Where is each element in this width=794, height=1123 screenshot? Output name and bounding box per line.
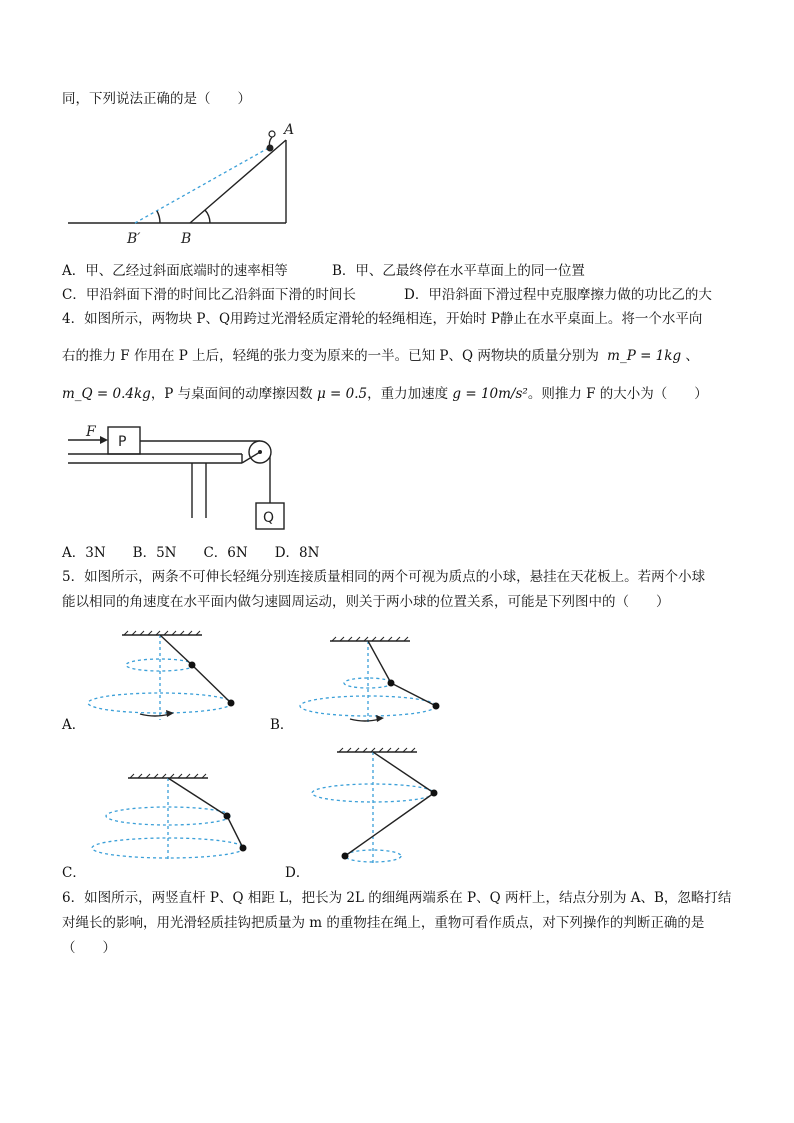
q3-option-b: B．甲、乙最终停在水平草面上的同一位置: [332, 263, 585, 279]
ball1-d: [431, 790, 438, 797]
q5-line2: 能以相同的角速度在水平面内做匀速圆周运动，则关于两小球的位置关系，可能是下列图中的（ ）: [62, 594, 670, 610]
orbit-upper-d: [312, 784, 434, 802]
label-Q: Q: [263, 510, 275, 526]
ball2-d: [342, 853, 349, 860]
label-B: B: [181, 231, 192, 247]
q4-line3-text-b: ，重力加速度: [367, 386, 449, 402]
ball1-c: [224, 813, 231, 820]
q5-figure-b: [300, 637, 440, 722]
label-A: A: [284, 122, 295, 138]
q5-label-c: C．: [62, 865, 86, 881]
rope1-c: [168, 778, 227, 816]
ball1-a: [189, 662, 196, 669]
q6-line1: 6．如图所示，两竖直杆 P、Q 相距 L，把长为 2L 的细绳两端系在 P、Q 两杆上，结点分别为 A、B，忽略打结: [62, 890, 732, 906]
q5-label-a: A．: [62, 717, 86, 733]
q4-line2-text: 右的推力 F 作用在 P 上后，轻绳的张力变为原来的一半。已知 P、Q 两物块的质量分别为: [62, 348, 599, 364]
q4-mass-p: m_P = 1kg: [607, 348, 682, 364]
q3-option-a: A．甲、乙经过斜面底端时的速率相等: [62, 263, 288, 279]
q5-figure-d: [312, 748, 438, 866]
rope2-a: [192, 665, 231, 703]
rotation-arrow-a: [140, 714, 170, 716]
q3-option-d: D．甲沿斜面下滑过程中克服摩擦力做的功比乙的大: [404, 287, 712, 303]
q3-stem-tail: 同，下列说法正确的是（ ）: [62, 91, 251, 107]
q4-mass-q: m_Q = 0.4kg: [62, 386, 151, 402]
rotation-arrow-b: [350, 719, 380, 721]
ball1-b: [388, 680, 395, 687]
ball2-a: [228, 700, 235, 707]
q4-g: g = 10m/s²: [452, 386, 528, 402]
label-Bp: B′: [127, 231, 141, 247]
label-F: F: [86, 424, 96, 440]
rope2-d: [345, 793, 434, 856]
ball2-b: [433, 703, 440, 710]
q5-label-b: B．: [270, 717, 294, 733]
ball2-c: [240, 845, 247, 852]
rope1-d: [373, 752, 434, 793]
q6-line2: 对绳长的影响，用光滑轻质挂钩把质量为 m 的重物挂在绳上，重物可看作质点，对下列操作的判断正确的是: [62, 915, 705, 931]
rope1-b: [368, 641, 391, 683]
q4-line3-text-c: 。则推力 F 的大小为（ ）: [527, 386, 708, 402]
q5-figure-c: [92, 774, 247, 860]
rope2-b: [391, 683, 436, 706]
rotation-arrowhead-a: [166, 710, 174, 717]
q5-label-d: D．: [285, 865, 310, 881]
q6-line3: （ ）: [62, 940, 116, 956]
q4-line2-sep: 、: [685, 348, 699, 364]
rope1-a: [160, 635, 192, 665]
q3-option-c: C．甲沿斜面下滑的时间比乙沿斜面下滑的时间长: [62, 287, 356, 303]
q4-line1: 4．如图所示，两物块 P、Q用跨过光滑轻质定滑轮的轻绳相连，开始时 P静止在水平桌面上。将一个水平向: [62, 311, 703, 327]
q4-mu: μ = 0.5: [316, 386, 368, 402]
label-P: P: [118, 434, 127, 450]
q4-options: A．3N B．5N C．6N D．8N: [62, 545, 320, 561]
q5-line1: 5．如图所示，两条不可伸长轻绳分别连接质量相同的两个可视为质点的小球，悬挂在天花板上。若两个小球: [62, 569, 706, 585]
q5-figure-a: [88, 631, 235, 720]
q4-line3-text-a: ，P 与桌面间的动摩擦因数: [150, 386, 313, 402]
